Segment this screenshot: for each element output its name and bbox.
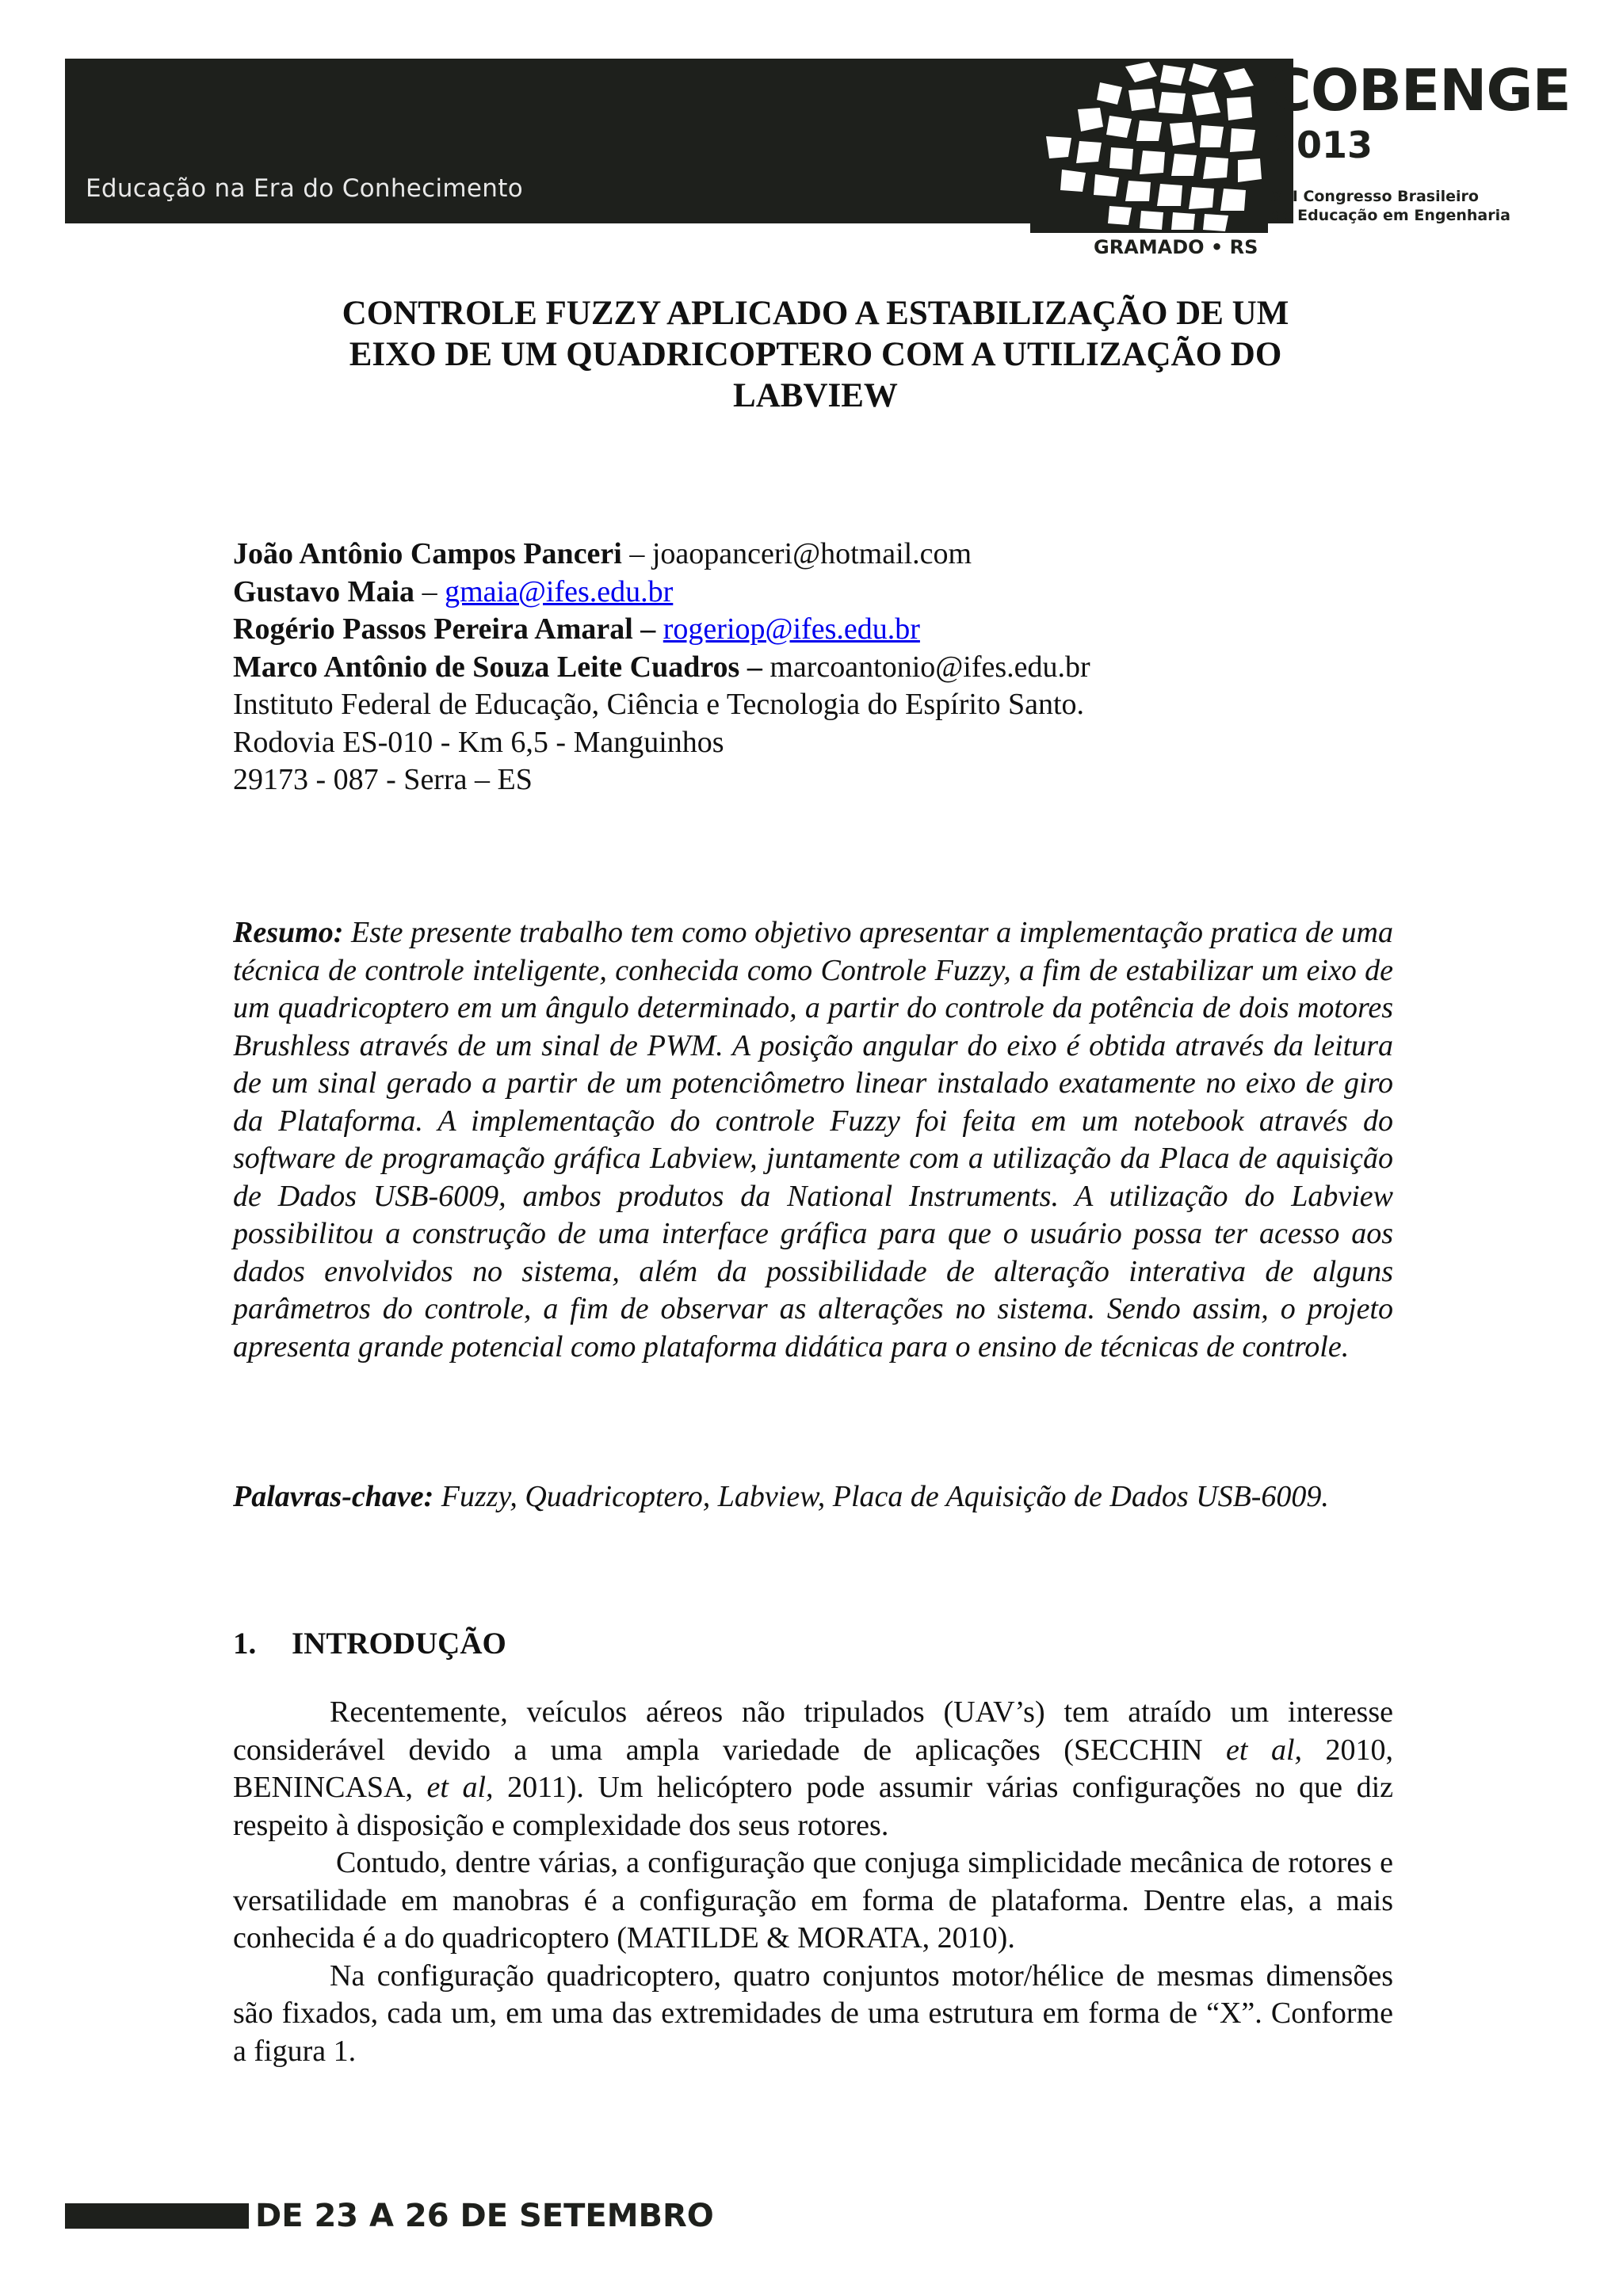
- abstract: [233, 914, 1393, 1366]
- keywords: [233, 1478, 1393, 1516]
- footer-bar: [65, 2203, 249, 2229]
- author-name: Marco Antônio de Souza Leite Cuadros –: [233, 650, 762, 684]
- author-separator: –: [414, 574, 445, 608]
- author-email-link[interactable]: rogeriop@ifes.edu.br: [663, 612, 920, 646]
- cobenge-mosaic-logo: [1030, 59, 1268, 233]
- author-line: [233, 536, 1398, 574]
- cobenge-location: GRAMADO • RS: [1094, 236, 1258, 258]
- cobenge-subtitle: [1271, 187, 1510, 225]
- cobenge-subtitle-line2: de Educação em Engenharia: [1271, 207, 1510, 224]
- cobenge-subtitle-line1: XLI Congresso Brasileiro: [1271, 188, 1479, 205]
- affiliation-address: Rodovia ES-010 - Km 6,5 - Manguinhos: [233, 725, 724, 759]
- paper-title: [233, 293, 1398, 417]
- intro-text: Recentemente, veículos aéreos não tripulados (UAV’s) tem atraído um interesse considerável devido a uma ampla variedade de aplicações (SECCHIN: [233, 1695, 1393, 1767]
- abstract-text: Este presente trabalho tem como objetivo apresentar a implementação pratica de uma técnica de controle inteligente, conhecida como Controle Fuzzy, a fim de estabilizar um eixo de um quadricoptero em um ângulo determinado, a partir do controle da potência de dois motores Brushless através de um sinal de PWM. A posição angular do eixo é obtida através da leitura de um sinal gerado a partir de um potenciômetro linear instalado exatamente no eixo de giro da Plataforma. A implementação do controle Fuzzy foi feita em um notebook através do software de programação gráfica Labview, juntamente com a utilização da Placa de aquisição de Dados USB-6009, ambos produtos da National Instruments. A utilização do Labview possibilitou a construção de uma interface gráfica para que o usuário possa ter acesso aos dados envolvidos no sistema, além da possibilidade de alteração interativa de alguns parâmetros do controle, a fim de observar as alterações no sistema. Sendo assim, o projeto apresenta grande potencial como plataforma didática para o ensino de técnicas de controle.: [233, 916, 1394, 1363]
- affiliation-city: 29173 - 087 - Serra – ES: [233, 763, 533, 796]
- author-line: [233, 649, 1398, 687]
- paper-title-line2: EIXO DE UM QUADRICOPTERO COM A UTILIZAÇÃO DO: [349, 336, 1282, 373]
- author-email: marcoantonio@ifes.edu.br: [769, 650, 1090, 684]
- intro-etal: et al,: [1226, 1733, 1303, 1767]
- cobenge-year: 2013: [1271, 124, 1373, 166]
- keywords-label: Palavras-chave:: [233, 1480, 434, 1513]
- author-separator: [655, 612, 663, 646]
- author-email-link[interactable]: gmaia@ifes.edu.br: [445, 574, 674, 608]
- intro-paragraph: Contudo, dentre várias, a configuração que conjuga simplicidade mecânica de rotores e versatilidade em manobras é a configuração em forma de plataforma. Dentre elas, a mais conhecida é a do quadricoptero (MATILDE & MORATA, 2010).: [233, 1846, 1393, 1955]
- cobenge-title: COBENGE: [1270, 57, 1571, 124]
- author-name: Rogério Passos Pereira Amaral –: [233, 612, 656, 646]
- intro-paragraph: Na configuração quadricoptero, quatro conjuntos motor/hélice de mesmas dimensões são fixados, cada um, em uma das extremidades de uma estrutura em forma de “X”. Conforme a figura 1.: [233, 1958, 1393, 2068]
- intro-etal: et al,: [426, 1771, 494, 1804]
- paper-title-line1: CONTROLE FUZZY APLICADO A ESTABILIZAÇÃO DE UM: [342, 295, 1289, 332]
- paper-title-line3: LABVIEW: [733, 377, 898, 414]
- intro-paragraph: [233, 1694, 1393, 1844]
- introduction-body: [233, 1694, 1393, 2070]
- affiliation-institution: Instituto Federal de Educação, Ciência e Tecnologia do Espírito Santo.: [233, 688, 1085, 721]
- author-block: [233, 536, 1398, 799]
- author-separator: [762, 650, 770, 684]
- section-number: 1.: [233, 1627, 257, 1661]
- keywords-text: Fuzzy, Quadricoptero, Labview, Placa de Aquisição de Dados USB-6009.: [441, 1480, 1329, 1513]
- author-name: Gustavo Maia: [233, 574, 415, 608]
- author-email: joaopanceri@hotmail.com: [651, 537, 972, 570]
- intro-text: 2010, BENINCASA,: [233, 1733, 1394, 1804]
- intro-text: 2011). Um helicóptero pode assumir várias configurações no que diz respeito à disposição e complexidade dos seus rotores.: [233, 1771, 1393, 1842]
- footer-dates: DE 23 A 26 DE SETEMBRO: [255, 2198, 714, 2234]
- author-line: [233, 574, 1398, 612]
- abstract-label: Resumo:: [233, 916, 344, 949]
- section-title: INTRODUÇÃO: [292, 1627, 506, 1661]
- section-heading: [233, 1626, 506, 1661]
- author-name: João Antônio Campos Panceri: [233, 537, 622, 570]
- banner-tagline: Educação na Era do Conhecimento: [86, 174, 523, 203]
- author-line: [233, 611, 1398, 649]
- author-separator: –: [621, 537, 652, 570]
